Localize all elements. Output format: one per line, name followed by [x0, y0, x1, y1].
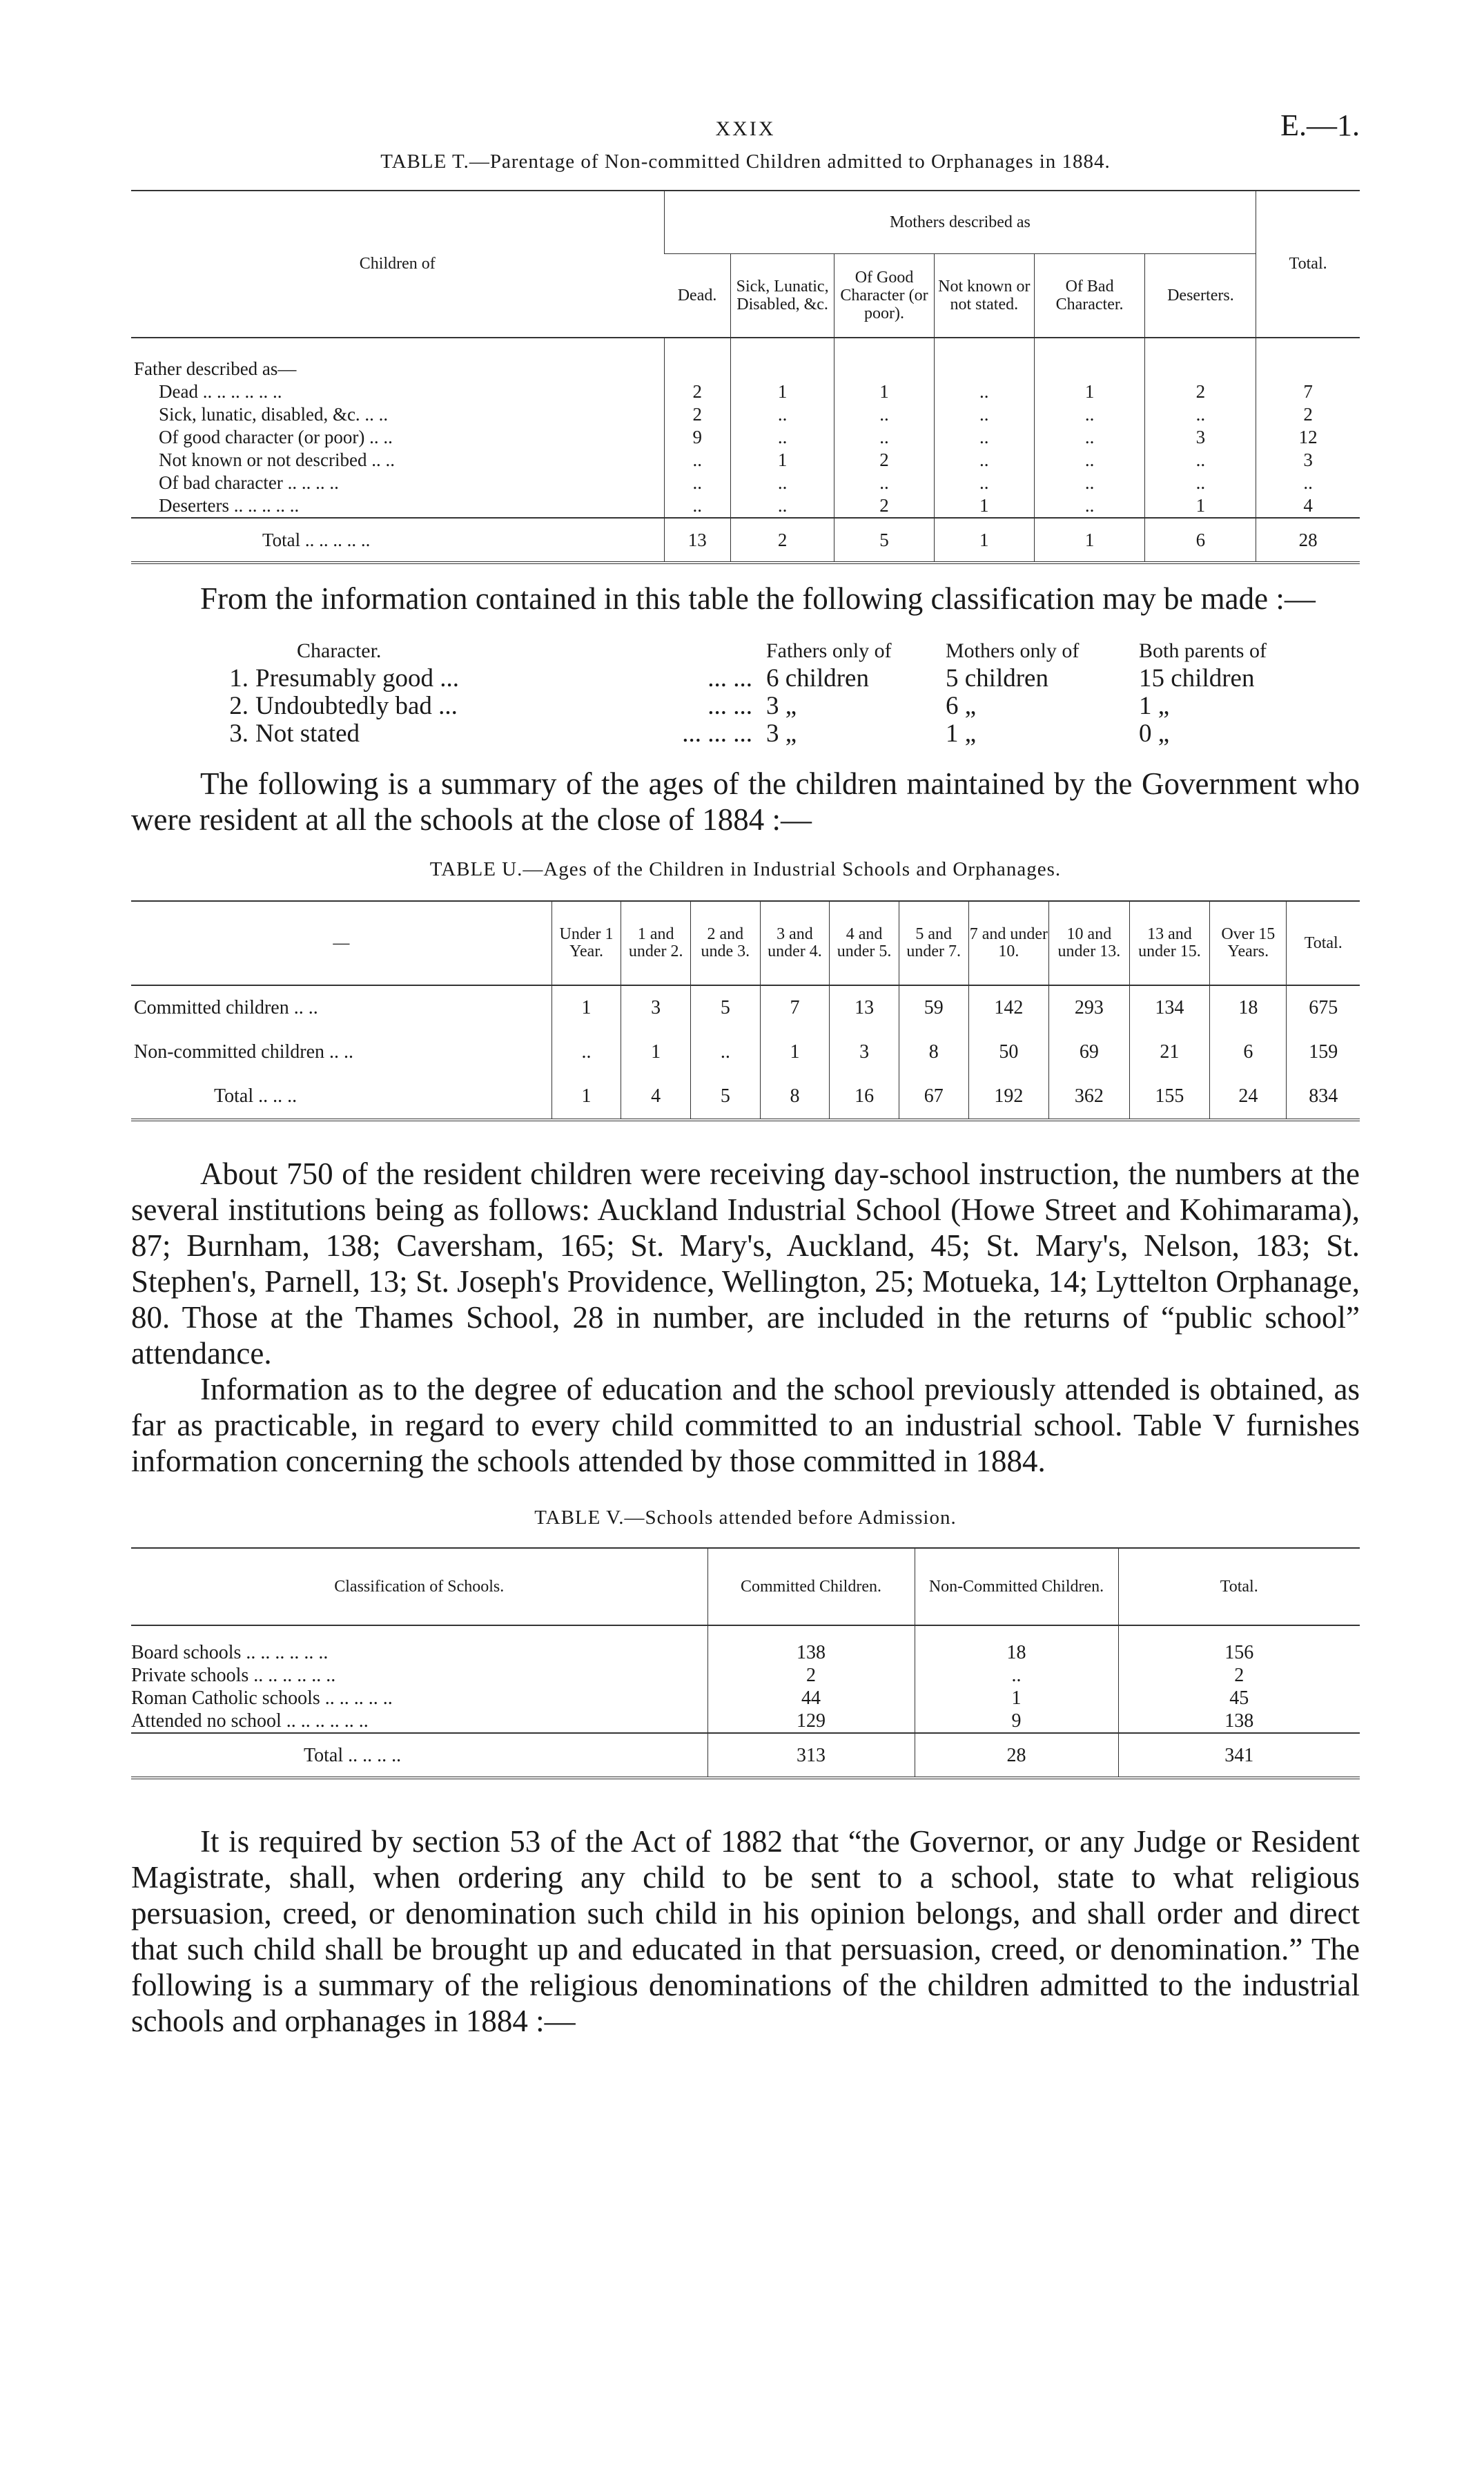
cell: 1 [834, 380, 935, 403]
cell: 1 [551, 985, 621, 1030]
table-row [131, 494, 1360, 518]
table-row [131, 403, 1360, 426]
item-mothers: 5 children [946, 664, 1048, 693]
item-fathers: 3 „ [766, 719, 797, 748]
total-cell: 16 [830, 1074, 899, 1120]
cell: 69 [1049, 1030, 1130, 1074]
row-label: Not known or not described .. .. [159, 449, 395, 470]
table-t-col-sick: Sick, Lunatic, Disabled, &c. [731, 254, 834, 338]
cell: 50 [968, 1030, 1049, 1074]
total-cell: 8 [760, 1074, 830, 1120]
total-cell: 28 [1256, 518, 1360, 563]
cell: .. [1145, 403, 1256, 426]
table-t-col-total: Total. [1256, 191, 1360, 338]
cell: 7 [760, 985, 830, 1030]
table-u-stub-header: — [131, 901, 551, 985]
row-label: Board schools .. .. .. .. .. .. [131, 1642, 329, 1663]
cell: 129 [707, 1710, 915, 1733]
table-u-caption: TABLE U.—Ages of the Children in Industrial Schools and Orphanages. [429, 858, 1062, 880]
table-t-col-good: Of Good Character (or poor). [834, 254, 935, 338]
list-item [131, 693, 1360, 720]
cell: 21 [1129, 1030, 1210, 1074]
cell: 159 [1287, 1030, 1360, 1074]
cell: .. [731, 403, 834, 426]
total-cell: 155 [1129, 1074, 1210, 1120]
item-both: 1 „ [1139, 692, 1170, 720]
cell: .. [1034, 403, 1145, 426]
cell: .. [664, 449, 731, 472]
cell: .. [1256, 472, 1360, 494]
table-v-col-total: Total. [1118, 1548, 1360, 1625]
cell: 6 [1210, 1030, 1287, 1074]
table-row [131, 1687, 1360, 1710]
cell: 3 [1256, 449, 1360, 472]
cell: 138 [1118, 1710, 1360, 1733]
item-number: 2. [229, 692, 248, 720]
table-u-header-row [131, 901, 1360, 985]
cell: 8 [899, 1030, 968, 1074]
cell: .. [934, 426, 1034, 449]
table-v-col-classification: Classification of Schools. [131, 1548, 707, 1625]
cell: .. [731, 426, 834, 449]
table-v-col-non-committed: Non-Committed Children. [915, 1548, 1118, 1625]
total-cell: 313 [707, 1733, 915, 1778]
row-label: Committed children .. .. [134, 997, 318, 1018]
table-u [131, 900, 1360, 1121]
cell: 2 [1256, 403, 1360, 426]
classification-list [131, 637, 1360, 748]
cell: 59 [899, 985, 968, 1030]
item-dots: ... ... [707, 692, 752, 720]
table-u-col-header: 13 and under 15. [1129, 901, 1210, 985]
cell: 1 [1034, 380, 1145, 403]
table-t-col-dead: Dead. [664, 254, 731, 338]
table-u-col-header: 5 and under 7. [899, 901, 968, 985]
cell: 2 [834, 449, 935, 472]
table-row [131, 1625, 1360, 1664]
total-cell: 192 [968, 1074, 1049, 1120]
cell: 293 [1049, 985, 1130, 1030]
table-u-col-header: 3 and under 4. [760, 901, 830, 985]
cell: 142 [968, 985, 1049, 1030]
cell: .. [934, 449, 1034, 472]
table-v-header-row [131, 1548, 1360, 1625]
paragraph-ages-intro: The following is a summary of the ages of the children maintained by the Government who were resident at all the schools at the close of 1884 :— [131, 766, 1360, 837]
row-label: Deserters .. .. .. .. .. [159, 495, 300, 516]
total-cell: 1 [551, 1074, 621, 1120]
classification-header-character: Character. [297, 639, 382, 662]
document-page [131, 104, 1360, 2039]
table-u-col-header: Over 15 Years. [1210, 901, 1287, 985]
table-total-row [131, 1074, 1360, 1120]
total-cell: 4 [621, 1074, 691, 1120]
total-cell: 2 [731, 518, 834, 563]
total-cell: 1 [934, 518, 1034, 563]
cell: 7 [1256, 380, 1360, 403]
table-row [131, 472, 1360, 494]
cell: 3 [621, 985, 691, 1030]
cell: 2 [707, 1664, 915, 1687]
cell: 2 [664, 403, 731, 426]
cell: 5 [691, 985, 761, 1030]
cell: 18 [1210, 985, 1287, 1030]
total-cell: 5 [834, 518, 935, 563]
cell: .. [664, 494, 731, 518]
cell: 9 [915, 1710, 1118, 1733]
cell: 9 [664, 426, 731, 449]
table-u-col-header: Under 1 Year. [551, 901, 621, 985]
table-row [131, 1664, 1360, 1687]
total-cell: 341 [1118, 1733, 1360, 1778]
cell: 13 [830, 985, 899, 1030]
cell: .. [1145, 472, 1256, 494]
item-number: 3. [229, 719, 248, 748]
item-label: Not stated [255, 719, 360, 748]
total-cell: 5 [691, 1074, 761, 1120]
table-t-group-header: Mothers described as [664, 191, 1256, 254]
total-cell: 834 [1287, 1074, 1360, 1120]
table-t-col-deserters: Deserters. [1145, 254, 1256, 338]
total-cell: 13 [664, 518, 731, 563]
cell: .. [834, 403, 935, 426]
row-label: Of bad character .. .. .. .. [159, 472, 339, 493]
total-cell: 24 [1210, 1074, 1287, 1120]
total-cell: 67 [899, 1074, 968, 1120]
table-u-col-header: 1 and under 2. [621, 901, 691, 985]
cell: .. [1034, 494, 1145, 518]
cell: 675 [1287, 985, 1360, 1030]
item-fathers: 3 „ [766, 692, 797, 720]
cell: 156 [1118, 1625, 1360, 1664]
total-cell: 362 [1049, 1074, 1130, 1120]
table-t [131, 190, 1360, 564]
row-label: Non-committed children .. .. [134, 1041, 354, 1063]
cell: 134 [1129, 985, 1210, 1030]
cell: 18 [915, 1625, 1118, 1664]
table-row [131, 426, 1360, 449]
cell: .. [934, 403, 1034, 426]
cell: 138 [707, 1625, 915, 1664]
cell: 2 [834, 494, 935, 518]
cell: .. [691, 1030, 761, 1074]
total-label: Total .. .. .. .. .. [131, 518, 664, 563]
list-item [131, 665, 1360, 693]
table-t-col-not-known: Not known or not stated. [934, 254, 1034, 338]
cell: .. [1034, 426, 1145, 449]
table-total-row [131, 518, 1360, 563]
classification-header-row [131, 637, 1360, 665]
table-u-col-header: 10 and under 13. [1049, 901, 1130, 985]
total-label: Total .. .. .. [214, 1085, 297, 1107]
table-v-caption: TABLE V.—Schools attended before Admission. [534, 1507, 957, 1529]
item-both: 0 „ [1139, 719, 1170, 748]
cell: 1 [915, 1687, 1118, 1710]
cell: 45 [1118, 1687, 1360, 1710]
row-label: Attended no school .. .. .. .. .. .. [131, 1710, 369, 1732]
cell: .. [664, 472, 731, 494]
item-label: Undoubtedly bad ... [255, 692, 458, 720]
cell: 1 [731, 449, 834, 472]
table-t-col-bad: Of Bad Character. [1034, 254, 1145, 338]
total-cell: 6 [1145, 518, 1256, 563]
total-cell: 1 [1034, 518, 1145, 563]
paragraph-education-info: Information as to the degree of education and the school previously attended is obtained, as far as practicable, in regard to every child committed to an industrial school. Table V furnishes information concerning the schools attended by those committed in 1884. [131, 1372, 1360, 1478]
cell: .. [1145, 449, 1256, 472]
item-mothers: 1 „ [946, 719, 977, 748]
cell: .. [1034, 449, 1145, 472]
table-u-col-header: 2 and unde 3. [691, 901, 761, 985]
cell: .. [915, 1664, 1118, 1687]
cell: 12 [1256, 426, 1360, 449]
row-label: Dead .. .. .. .. .. .. [159, 381, 282, 402]
page-header [131, 104, 1360, 145]
cell: 2 [664, 380, 731, 403]
cell: 2 [1118, 1664, 1360, 1687]
item-mothers: 6 „ [946, 692, 977, 720]
table-row [131, 985, 1360, 1030]
table-t-group-row [131, 338, 1360, 380]
row-label: Sick, lunatic, disabled, &c. .. .. [159, 404, 389, 425]
table-total-row [131, 1733, 1360, 1778]
cell: .. [934, 472, 1034, 494]
item-dots: ... ... [707, 664, 752, 693]
table-u-col-header: Total. [1287, 901, 1360, 985]
row-label: Of good character (or poor) .. .. [159, 427, 393, 447]
cell: .. [551, 1030, 621, 1074]
cell: 2 [1145, 380, 1256, 403]
cell: 1 [731, 380, 834, 403]
total-cell: 28 [915, 1733, 1118, 1778]
classification-header-fathers: Fathers only of [766, 639, 892, 662]
cell: 3 [1145, 426, 1256, 449]
item-number: 1. [229, 664, 248, 693]
classification-header-mothers: Mothers only of [946, 639, 1080, 662]
item-fathers: 6 children [766, 664, 869, 693]
page-number: XXIX [715, 117, 776, 140]
table-row [131, 1030, 1360, 1074]
table-v [131, 1547, 1360, 1779]
table-row [131, 1710, 1360, 1733]
table-t-header-row [131, 191, 1360, 254]
cell: 1 [934, 494, 1034, 518]
cell: 1 [621, 1030, 691, 1074]
cell: .. [731, 472, 834, 494]
table-u-col-header: 7 and under 10. [968, 901, 1049, 985]
table-row [131, 449, 1360, 472]
document-code: E.—1. [1280, 108, 1360, 142]
cell: 1 [1145, 494, 1256, 518]
classification-header-both: Both parents of [1139, 639, 1267, 662]
row-label: Private schools .. .. .. .. .. .. [131, 1665, 336, 1686]
cell: .. [934, 380, 1034, 403]
cell: 4 [1256, 494, 1360, 518]
cell: 44 [707, 1687, 915, 1710]
item-both: 15 children [1139, 664, 1255, 693]
row-label: Roman Catholic schools .. .. .. .. .. [131, 1687, 393, 1709]
table-t-group-label: Father described as— [134, 358, 297, 379]
cell: 3 [830, 1030, 899, 1074]
cell: .. [1034, 472, 1145, 494]
table-v-col-committed: Committed Children. [707, 1548, 915, 1625]
table-row [131, 380, 1360, 403]
cell: 1 [760, 1030, 830, 1074]
list-item [131, 720, 1360, 748]
paragraph-classification-intro: From the information contained in this table the following classification may be made :— [200, 581, 1316, 616]
item-label: Presumably good ... [255, 664, 459, 693]
cell: .. [834, 472, 935, 494]
paragraph-religious-section: It is required by section 53 of the Act of 1882 that “the Governor, or any Judge or Resident Magistrate, shall, when ordering any child to be sent to a school, state to what religious persuasion, creed, or denomination such child in his opinion belongs, and shall order and direct that such child shall be brought up and educated in that persuasion, creed, or denomination.” The following is a summary of the religious denominations of the children admitted to the industrial schools and orphanages in 1884 :— [131, 1824, 1360, 2038]
total-label: Total .. .. .. .. [131, 1733, 707, 1778]
paragraph-day-school: About 750 of the resident children were receiving day-school instruction, the numbers at the several institutions being as follows: Auckland Industrial School (Howe Street and Kohimarama), 87; Burnham, 138; Caversham, 165; St. Mary's, Auckland, 45; St. Mary's, Nelson, 183; St. Stephen's, Parnell, 13; St. Joseph's Providence, Wellington, 25; Motueka, 14; Lyttelton Orphanage, 80. Those at the Thames School, 28 in number, are included in the returns of “public school” attendance. [131, 1157, 1360, 1371]
cell: .. [731, 494, 834, 518]
item-dots: ... ... ... [682, 719, 752, 748]
table-t-caption: TABLE T.—Parentage of Non-committed Children admitted to Orphanages in 1884. [380, 151, 1111, 173]
table-t-stub-header: Children of [131, 191, 664, 338]
cell: .. [834, 426, 935, 449]
table-u-col-header: 4 and under 5. [830, 901, 899, 985]
